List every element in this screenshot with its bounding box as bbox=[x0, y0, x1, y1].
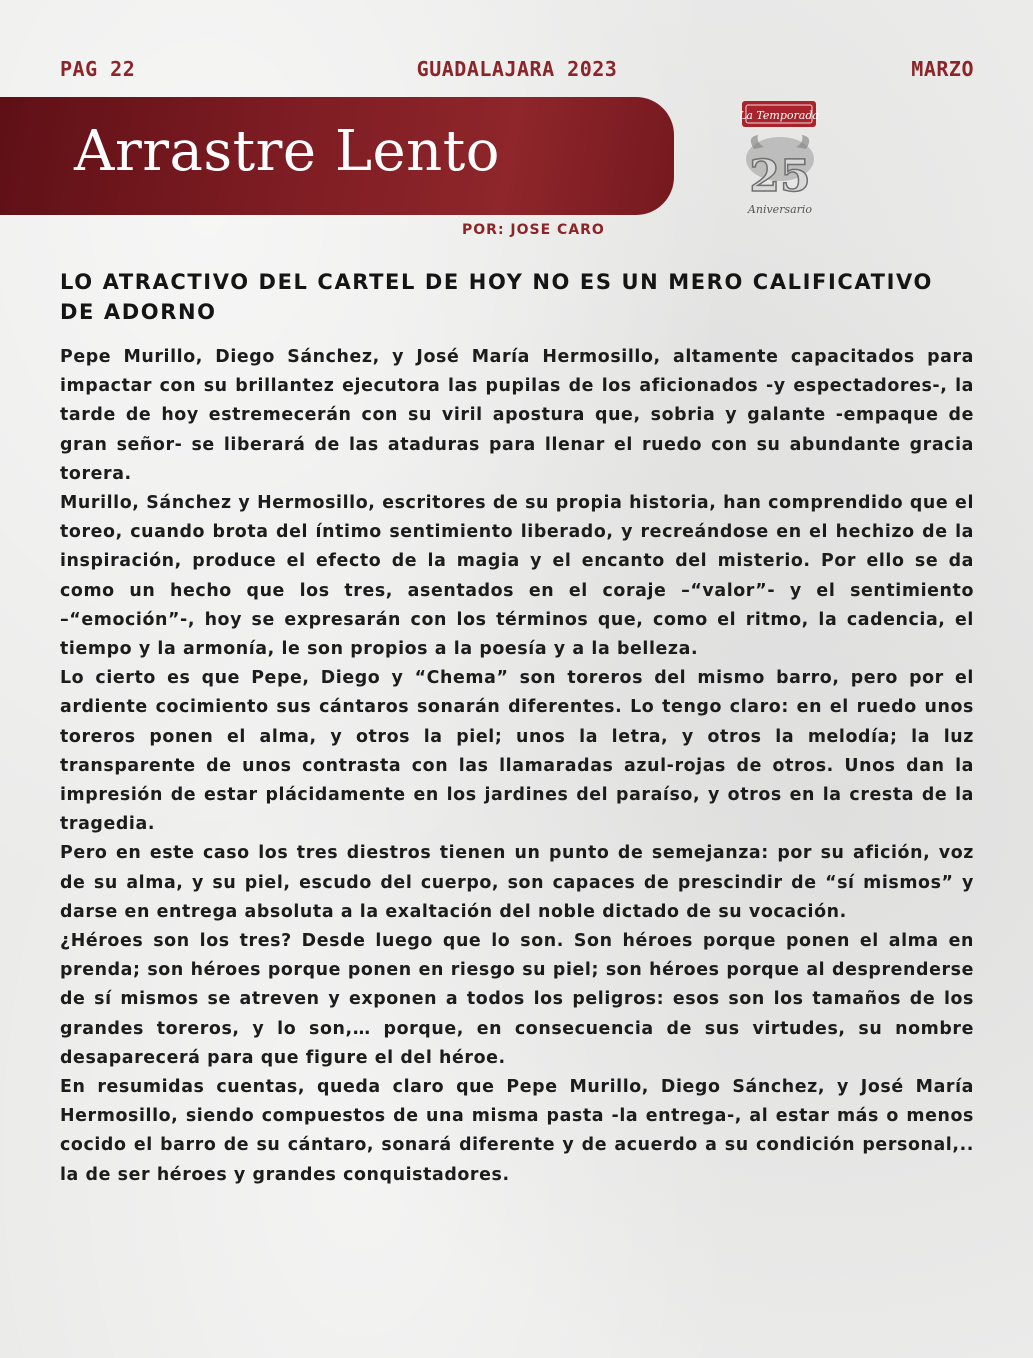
article-paragraph: Lo cierto es que Pepe, Diego y “Chema” son toreros del mismo barro, pero por el ardiente cocimiento sus cántaros sonarán diferentes. Lo tengo claro: en el ruedo unos toreros ponen el alma, y otros la piel; unos la letra, y otros la melodía; la luz transparente de unos contrasta con las llamaradas azul-rojas de otros. Unos dan la impresión de estar plácidamente en los jardines del paraíso, y otros en la cresta de la tragedia. bbox=[60, 668, 974, 835]
edition-label: GUADALAJARA 2023 bbox=[416, 57, 618, 81]
page-header bbox=[60, 57, 974, 85]
article-paragraph: En resumidas cuentas, queda claro que Pepe Murillo, Diego Sánchez, y José María Hermosillo, siendo compuestos de una misma pasta -la entrega-, al estar más o menos cocido el barro de su cántaro, sonará diferente y de acuerdo a su condición personal,.. la de ser héroes y grandes conquistadores. bbox=[60, 1077, 974, 1185]
logo-badge bbox=[738, 101, 819, 127]
logo-caption: Aniversario bbox=[747, 203, 813, 216]
article-paragraph: Pepe Murillo, Diego Sánchez, y José María Hermosillo, altamente capacitados para impactar con su brillantez ejecutora las pupilas de los aficionados -y espectadores-, la tarde de hoy estremecerán con su viril apostura que, sobria y galante -empaque de gran señor- se liberará de las ataduras para llenar el ruedo con su abundante gracia torera. bbox=[60, 347, 974, 484]
article-paragraph: ¿Héroes son los tres? Desde luego que lo son. Son héroes porque ponen el alma en prenda; son héroes porque ponen en riesgo su piel; son héroes porque al desprenderse de sí mismos se atreven y exponen a todos los peligros: esos son los tamaños de los grandes toreros, y lo son,… porque, en consecuencia de sus virtudes, su nombre desaparecerá para que figure el del héroe. bbox=[60, 931, 974, 1068]
logo-label: La Temporada bbox=[739, 109, 819, 122]
byline: POR: JOSE CARO bbox=[462, 222, 605, 238]
month-label: MARZO bbox=[911, 57, 974, 81]
anniversary-logo bbox=[728, 97, 832, 221]
section-title: Arrastre Lento bbox=[74, 119, 500, 184]
article-body bbox=[60, 343, 974, 1190]
article-headline: LO ATRACTIVO DEL CARTEL DE HOY NO ES UN MERO CALIFICATIVO DE ADORNO bbox=[60, 270, 933, 324]
article-paragraph: Pero en este caso los tres diestros tienen un punto de semejanza: por su afición, voz de su alma, y su piel, escudo del cuerpo, son capaces de prescindir de “sí mismos” y darse en entrega absoluta a la exaltación del noble dictado de su vocación. bbox=[60, 843, 974, 922]
page-number: PAG 22 bbox=[60, 57, 136, 81]
article-paragraph: Murillo, Sánchez y Hermosillo, escritores de su propia historia, han comprendido que el toreo, cuando brota del íntimo sentimiento liberado, y recreándose en el hechizo de la inspiración, produce el efecto de la magia y el encanto del misterio. Por ello se da como un hecho que los tres, asentados en el coraje –“valor”- y el sentimiento –“emoción”-, hoy se expresarán con los términos que, como el ritmo, la cadencia, el tiempo y la armonía, le son propios a la poesía y a la belleza. bbox=[60, 493, 974, 660]
logo-number: 25 bbox=[749, 151, 811, 202]
